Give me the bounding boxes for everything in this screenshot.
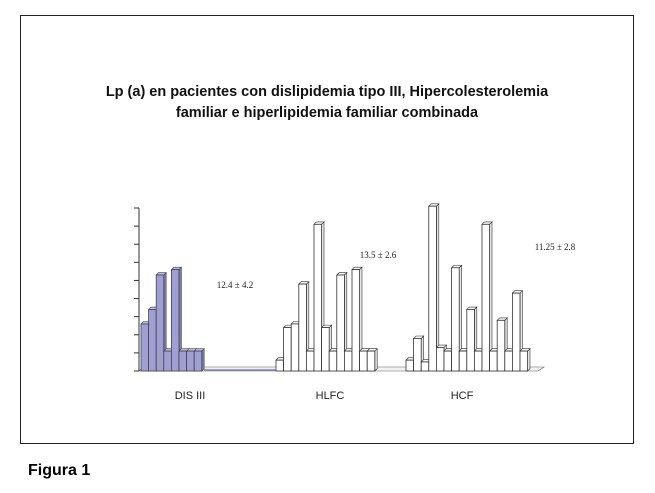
bar — [367, 351, 375, 371]
chart-title-line-1: Lp (a) en pacientes con dislipidemia tipo III, Hipercolesterolemia — [105, 84, 549, 100]
group-annotation: 12.4 ± 4.2 — [216, 280, 254, 290]
bar — [414, 338, 422, 371]
bar — [306, 351, 314, 371]
bar — [474, 351, 482, 371]
bar — [314, 224, 322, 371]
bar — [329, 351, 337, 371]
category-label: HCF — [450, 390, 474, 402]
chart-title-line-2: familiar e hiperlipidemia familiar combinada — [175, 105, 479, 121]
bar — [291, 324, 299, 371]
figure-caption: Figura 1 — [28, 462, 91, 479]
bar — [149, 309, 157, 371]
bar — [322, 328, 330, 371]
bar — [436, 347, 444, 371]
bar — [360, 351, 368, 371]
bar — [452, 268, 460, 371]
group-annotation: 13.5 ± 2.6 — [359, 250, 397, 260]
bar — [164, 351, 172, 371]
bar — [497, 320, 505, 371]
bar — [490, 351, 498, 371]
bar — [171, 270, 179, 371]
bar — [352, 270, 360, 371]
bar — [141, 324, 149, 371]
bar — [156, 275, 164, 371]
bar — [194, 351, 202, 371]
bar — [459, 351, 467, 371]
bar — [284, 328, 292, 371]
bar — [187, 351, 195, 371]
bar — [179, 351, 187, 371]
bar — [520, 351, 528, 371]
bar — [299, 284, 307, 371]
bar — [337, 275, 345, 371]
bar — [444, 351, 452, 371]
bar — [406, 360, 414, 371]
bar — [421, 362, 429, 371]
bar — [344, 351, 352, 371]
bar — [429, 206, 437, 371]
category-label: DIS III — [174, 390, 206, 402]
bar — [467, 309, 475, 371]
bar — [482, 224, 490, 371]
bar — [276, 360, 284, 371]
bar — [505, 351, 513, 371]
category-label: HLFC — [315, 390, 345, 402]
group-annotation: 11.25 ± 2.8 — [534, 242, 576, 252]
bar — [512, 293, 520, 371]
